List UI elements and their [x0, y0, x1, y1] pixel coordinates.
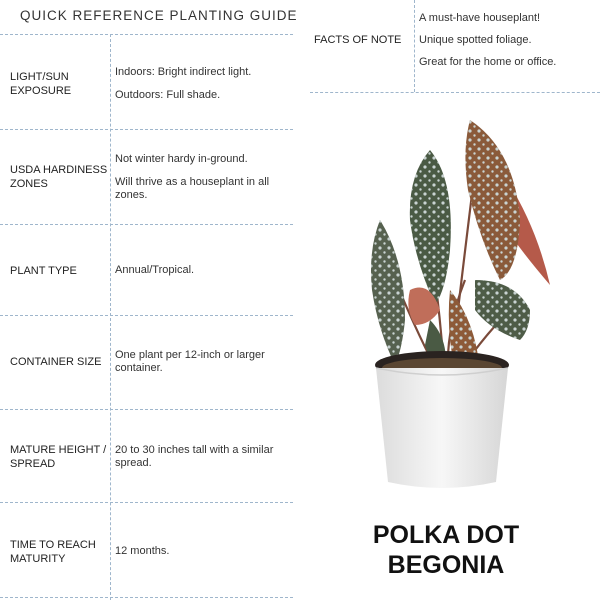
row-label-light: LIGHT/SUN EXPOSURE	[10, 71, 72, 97]
row-value-plant-type	[115, 264, 287, 277]
table-divider	[0, 597, 293, 598]
value-line: Will thrive as a houseplant in all zones.	[115, 176, 270, 201]
polka-dot-begonia-image	[350, 110, 570, 500]
fact-item: A must-have houseplant!	[419, 12, 541, 24]
value-line: One plant per 12-inch or larger container.	[115, 349, 265, 374]
row-label-container: CONTAINER SIZE	[10, 356, 102, 368]
table-divider	[0, 409, 293, 410]
value-line: Annual/Tropical.	[115, 264, 195, 276]
facts-label: FACTS OF NOTE	[314, 34, 402, 46]
row-value-maturity	[115, 545, 287, 558]
value-line: Indoors: Bright indirect light.	[115, 66, 252, 78]
row-label-maturity: TIME TO REACH MATURITY	[10, 539, 96, 565]
product-name	[330, 520, 562, 580]
fact-item: Unique spotted foliage.	[419, 34, 532, 46]
facts-divider	[414, 0, 415, 92]
table-divider	[0, 224, 293, 225]
column-divider	[110, 34, 111, 600]
row-label-plant-type: PLANT TYPE	[10, 265, 77, 277]
row-value-container	[115, 349, 287, 375]
planting-guide-table	[0, 0, 293, 600]
product-name-line: POLKA DOT	[372, 521, 520, 549]
row-label-hardiness: USDA HARDINESS ZONES	[10, 164, 108, 190]
product-name-line: BEGONIA	[387, 551, 505, 579]
value-line: 20 to 30 inches tall with a similar spread.	[115, 444, 274, 469]
guide-title: QUICK REFERENCE PLANTING GUIDE	[20, 8, 298, 23]
row-value-mature-height	[115, 444, 287, 470]
value-line: Outdoors: Full shade.	[115, 89, 221, 101]
table-divider	[0, 315, 293, 316]
value-line: 12 months.	[115, 545, 170, 557]
value-line: Not winter hardy in-ground.	[115, 153, 248, 165]
facts-list	[419, 12, 599, 78]
row-value-light	[115, 66, 287, 102]
fact-item: Great for the home or office.	[419, 56, 557, 68]
facts-divider	[310, 92, 600, 93]
row-value-hardiness	[115, 153, 287, 202]
row-label-mature-height: MATURE HEIGHT / SPREAD	[10, 444, 107, 470]
table-divider	[0, 34, 293, 35]
table-divider	[0, 129, 293, 130]
table-divider	[0, 502, 293, 503]
